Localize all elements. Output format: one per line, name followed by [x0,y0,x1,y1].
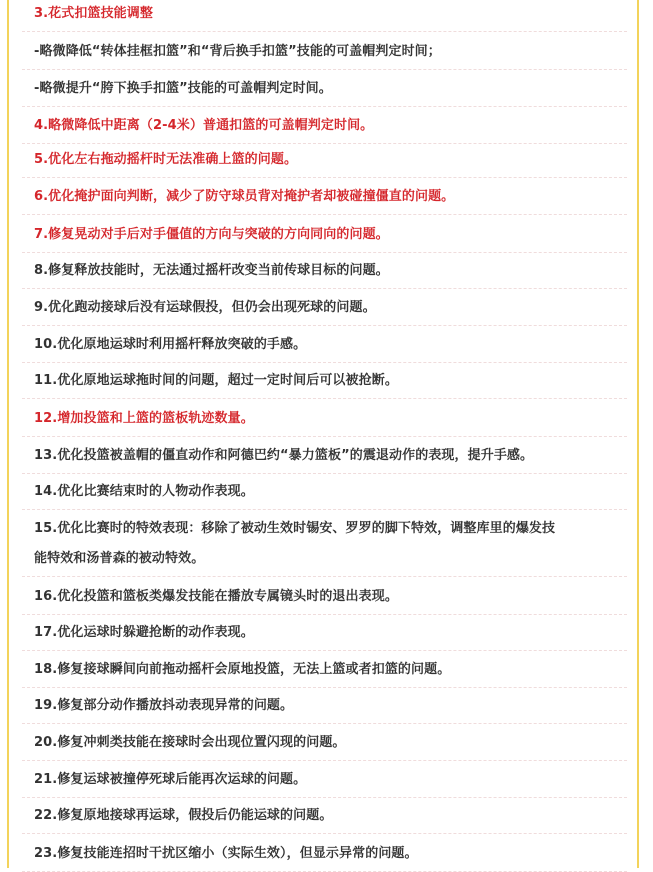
row-divider [22,288,627,289]
note-line: 11.优化原地运球拖时间的问题，超过一定时间后可以被抢断。 [34,373,398,388]
row-divider [22,31,627,32]
row-divider [22,797,627,798]
note-line: -略微提升“胯下换手扣篮”技能的可盖帽判定时间。 [34,81,332,96]
note-line: 18.修复接球瞬间向前拖动摇杆会原地投篮，无法上篮或者扣篮的问题。 [34,662,451,677]
note-line: 14.优化比赛结束时的人物动作表现。 [34,484,254,499]
note-line: 6.优化掩护面向判断，减少了防守球员背对掩护者却被碰撞僵直的问题。 [34,189,455,204]
row-divider [22,723,627,724]
row-divider [22,687,627,688]
row-divider [22,614,627,615]
note-line: 16.优化投篮和篮板类爆发技能在播放专属镜头时的退出表现。 [34,589,398,604]
note-line: 20.修复冲刺类技能在接球时会出现位置闪现的问题。 [34,735,346,750]
row-divider [22,576,627,577]
note-line: 17.优化运球时躲避抢断的动作表现。 [34,625,254,640]
note-line: 5.优化左右拖动摇杆时无法准确上篮的问题。 [34,152,298,167]
note-line: 12.增加投篮和上篮的篮板轨迹数量。 [34,411,254,426]
row-divider [22,362,627,363]
note-line: 13.优化投篮被盖帽的僵直动作和阿德巴约“暴力篮板”的震退动作的表现，提升手感。 [34,448,534,463]
note-line: 23.修复技能连招时干扰区缩小（实际生效），但显示异常的问题。 [34,846,418,861]
note-line: 10.优化原地运球时利用摇杆释放突破的手感。 [34,337,307,352]
note-line: 9.优化跑动接球后没有运球假投，但仍会出现死球的问题。 [34,300,376,315]
row-divider [22,106,627,107]
row-divider [22,760,627,761]
row-divider [22,214,627,215]
row-divider [22,325,627,326]
note-line: 4.略微降低中距离（2-4米）普通扣篮的可盖帽判定时间。 [34,118,374,133]
row-divider [22,69,627,70]
row-divider [22,473,627,474]
note-line: 7.修复晃动对手后对手僵值的方向与突破的方向同向的问题。 [34,227,389,242]
note-line: 21.修复运球被撞停死球后能再次运球的问题。 [34,772,307,787]
row-divider [22,177,627,178]
note-line: 15.优化比赛时的特效表现：移除了被动生效时锡安、罗罗的脚下特效，调整库里的爆发技 [34,521,556,536]
note-line: 8.修复释放技能时，无法通过摇杆改变当前传球目标的问题。 [34,263,389,278]
note-line: 19.修复部分动作播放抖动表现异常的问题。 [34,698,294,713]
note-line: 22.修复原地接球再运球，假投后仍能运球的问题。 [34,808,333,823]
row-divider [22,398,627,399]
note-line: 能特效和汤普森的被动特效。 [34,551,205,566]
row-divider [22,436,627,437]
row-divider [22,143,627,144]
row-divider [22,833,627,834]
note-line: -略微降低“转体挂框扣篮”和“背后换手扣篮”技能的可盖帽判定时间； [34,44,441,59]
note-line: 3.花式扣篮技能调整 [34,6,153,21]
row-divider [22,252,627,253]
row-divider [22,650,627,651]
row-divider [22,509,627,510]
